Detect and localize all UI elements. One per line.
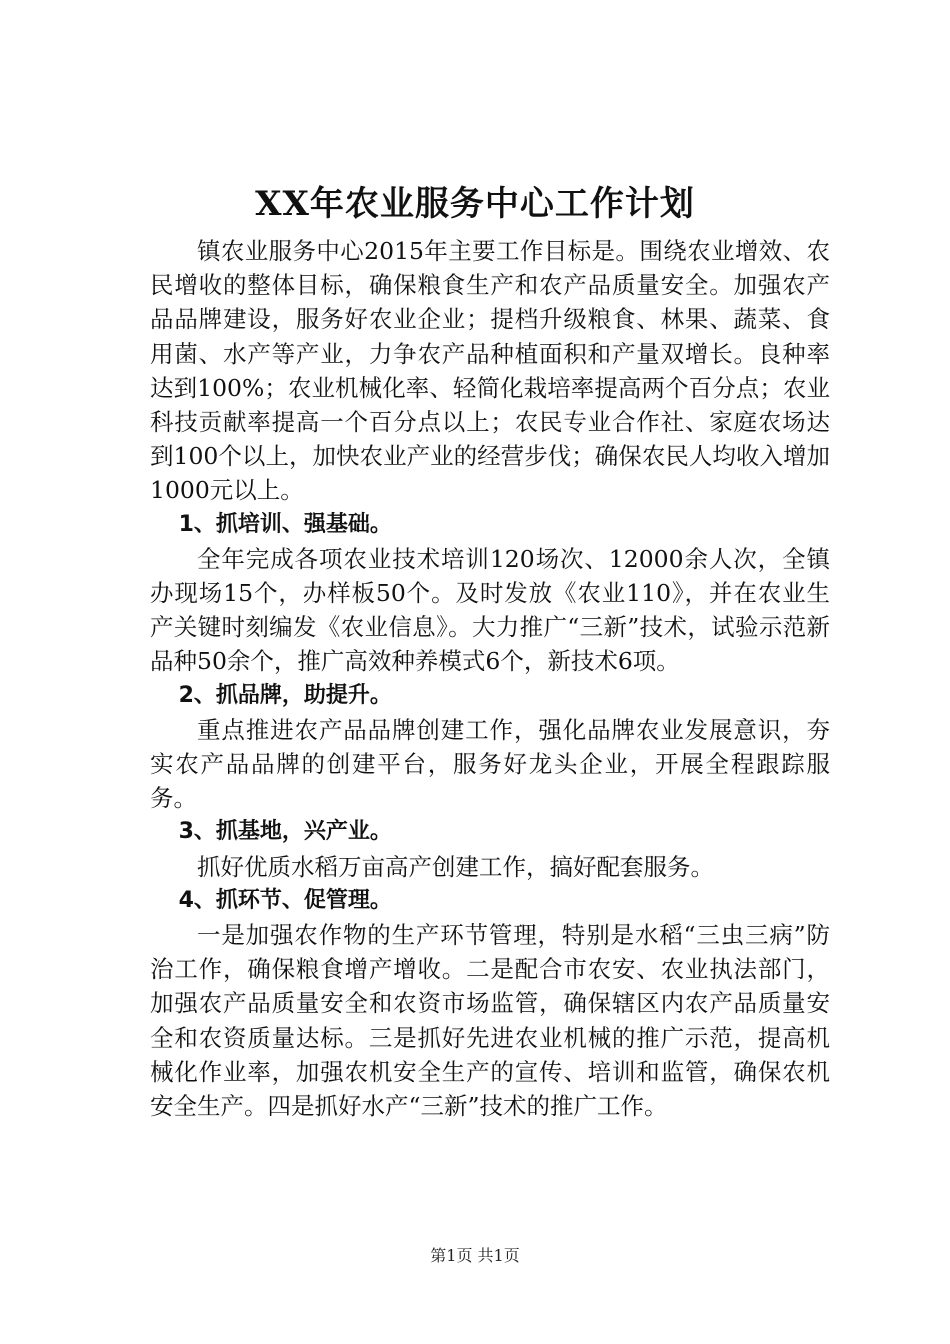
section-heading-1: 1、抓培训、强基础。 (178, 511, 392, 537)
document-body (150, 234, 830, 1123)
section-heading-3: 3、抓基地，兴产业。 (178, 819, 392, 845)
document-title: XX年农业服务中心工作计划 (255, 184, 695, 224)
intro-paragraph: 镇农业服务中心2015年主要工作目标是。围绕农业增效、农民增收的整体目标，确保粮食生产和农产品质量安全。加强农产品品牌建设，服务好农业企业；提档升级粮食、林果、蔬菜、食用菌、水产等产业，力争农产品种植面积和产量双增长。良种率达到100%；农业机械化率、轻简化栽培率提高两个百分点；农业科技贡献率提高一个百分点以上；农民专业合作社、家庭农场达到100个以上，加快农业产业的经营步伐；确保农民人均收入增加1000元以上。 (150, 237, 830, 505)
section-heading-4: 4、抓环节、促管理。 (178, 887, 392, 913)
section-heading-2: 2、抓品牌，助提升。 (178, 682, 392, 708)
section-text-1: 全年完成各项农业技术培训120场次、12000余人次，全镇办现场15个，办样板50个。及时发放《农业110》，并在农业生产关键时刻编发《农业信息》。大力推广“三新”技术，试验示范新品种50余个，推广高效种养模式6个，新技术6项。 (150, 544, 830, 676)
page-footer: 第1页 共1页 (430, 1246, 520, 1265)
section-text-2: 重点推进农产品品牌创建工作，强化品牌农业发展意识，夯实农产品品牌的创建平台，服务好龙头企业，开展全程跟踪服务。 (150, 715, 830, 813)
section-text-4: 一是加强农作物的生产环节管理，特别是水稻“三虫三病”防治工作，确保粮食增产增收。二是配合市农安、农业执法部门，加强农产品质量安全和农资市场监管，确保辖区内农产品质量安全和农资质量达标。三是抓好先进农业机械的推广示范，提高机械化作业率，加强农机安全生产的宣传、培训和监管，确保农机安全生产。四是抓好水产“三新”技术的推广工作。 (150, 921, 830, 1121)
section-text-3: 抓好优质水稻万亩高产创建工作，搞好配套服务。 (197, 852, 714, 881)
